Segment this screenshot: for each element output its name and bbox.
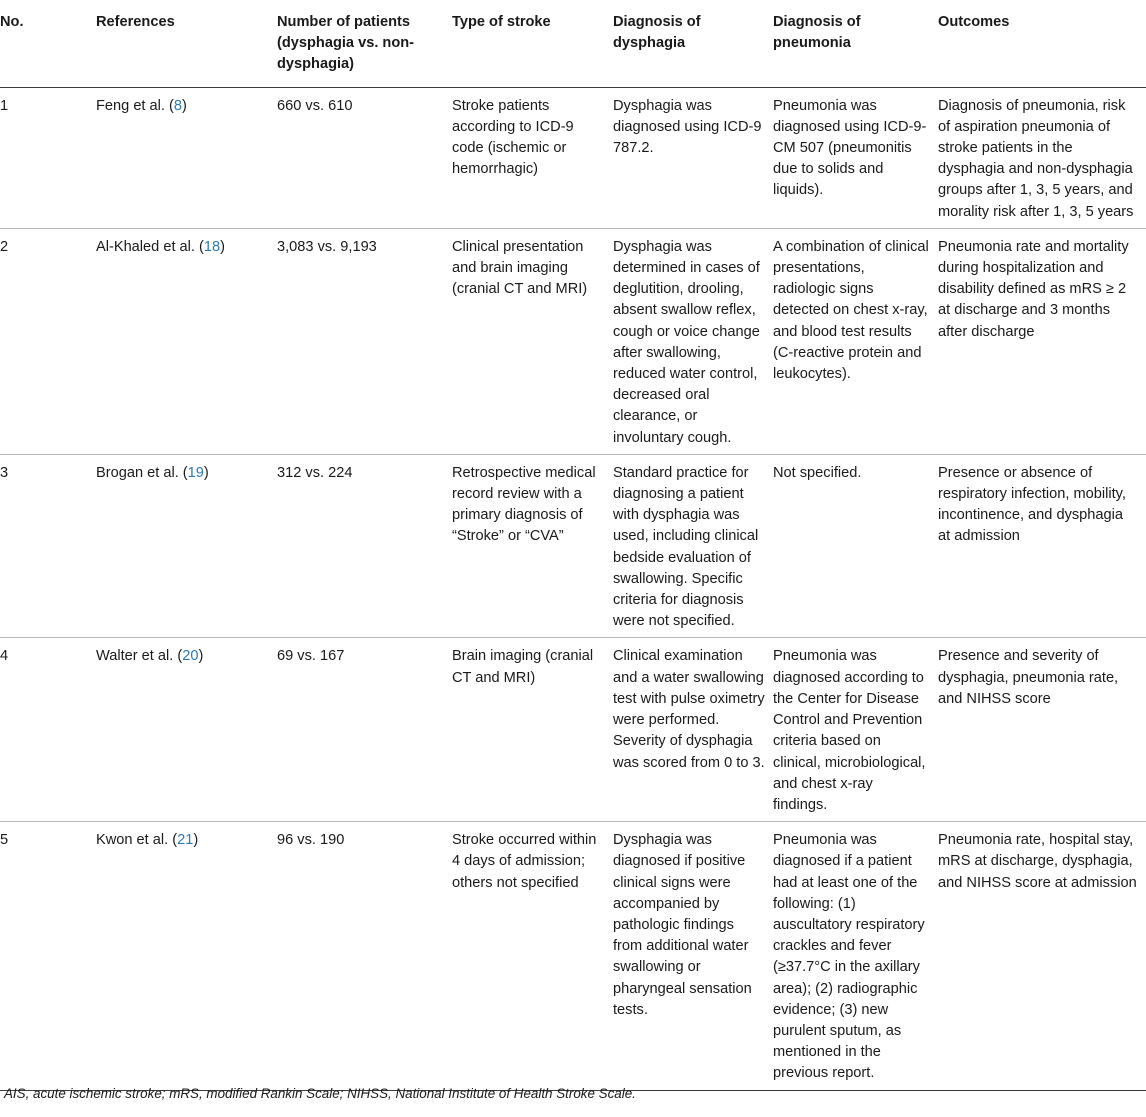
cell-reference: [96, 638, 277, 822]
cell-outcomes: Pneumonia rate and mortality during hospitalization and disability defined as mRS ≥ 2 at discharge and 3 months after discharge: [938, 228, 1146, 454]
cell-patients: 660 vs. 610: [277, 87, 452, 228]
table-row: [0, 228, 1146, 454]
cell-reference: [96, 822, 277, 1090]
cell-outcomes: Pneumonia rate, hospital stay, mRS at discharge, dysphagia, and NIHSS score at admission: [938, 822, 1146, 1090]
cell-stroke-type: Brain imaging (cranial CT and MRI): [452, 638, 613, 822]
cell-outcomes: Presence and severity of dysphagia, pneumonia rate, and NIHSS score: [938, 638, 1146, 822]
table-row: [0, 822, 1146, 1090]
cell-stroke-type: Stroke patients according to ICD-9 code (ischemic or hemorrhagic): [452, 87, 613, 228]
header-outcomes: Outcomes: [938, 0, 1146, 87]
cell-no: 2: [0, 228, 96, 454]
reference-link[interactable]: 20: [182, 648, 199, 665]
cell-pneumonia-diagnosis: A combination of clinical presentations, radiologic signs detected on chest x-ray, and blood test results (C-reactive protein and leukocytes).: [773, 228, 938, 454]
cell-no: 4: [0, 638, 96, 822]
cell-reference: [96, 228, 277, 454]
header-references: References: [96, 0, 277, 87]
cell-pneumonia-diagnosis: Not specified.: [773, 454, 938, 638]
table-row: [0, 87, 1146, 228]
cell-stroke-type: Clinical presentation and brain imaging (cranial CT and MRI): [452, 228, 613, 454]
header-diagnosis-of-pneumonia: Diagnosis of pneumonia: [773, 0, 938, 87]
reference-link[interactable]: 8: [173, 97, 182, 114]
cell-dysphagia-diagnosis: Standard practice for diagnosing a patient with dysphagia was used, including clinical bedside evaluation of swallowing. Specific criteria for diagnosis were not specified.: [613, 454, 773, 638]
cell-patients: 3,083 vs. 9,193: [277, 228, 452, 454]
cell-pneumonia-diagnosis: Pneumonia was diagnosed if a patient had at least one of the following: (1) auscultatory respiratory crackles and fever (≥37.7°C in the axillary area); (2) radiographic evidence; (3) new purulent sputum, as mentioned in the previous report.: [773, 822, 938, 1090]
table-row: [0, 454, 1146, 638]
cell-no: 5: [0, 822, 96, 1090]
reference-link[interactable]: 19: [187, 464, 204, 481]
reference-close: ): [220, 238, 225, 255]
cell-patients: 312 vs. 224: [277, 454, 452, 638]
cell-dysphagia-diagnosis: Clinical examination and a water swallowing test with pulse oximetry were performed. Severity of dysphagia was scored from 0 to 3.: [613, 638, 773, 822]
header-type-of-stroke: Type of stroke: [452, 0, 613, 87]
cell-reference: [96, 87, 277, 228]
reference-close: ): [198, 648, 204, 665]
cell-pneumonia-diagnosis: Pneumonia was diagnosed using ICD-9-CM 507 (pneumonitis due to solids and liquids).: [773, 87, 938, 228]
cell-no: 3: [0, 454, 96, 638]
reference-author: Feng et al. (: [96, 97, 174, 114]
table-header-row: [0, 0, 1146, 87]
header-number-of-patients: Number of patients (dysphagia vs. non-dysphagia): [277, 0, 452, 87]
reference-close: ): [193, 832, 199, 849]
cell-dysphagia-diagnosis: Dysphagia was diagnosed if positive clinical signs were accompanied by pathologic findings from additional water swallowing or pharyngeal sensation tests.: [613, 822, 773, 1090]
table-row: [0, 638, 1146, 822]
cell-outcomes: Presence or absence of respiratory infection, mobility, incontinence, and dysphagia at admission: [938, 454, 1146, 638]
cell-dysphagia-diagnosis: Dysphagia was determined in cases of deglutition, drooling, absent swallow reflex, cough or voice change after swallowing, reduced water control, decreased oral clearance, or involuntary cough.: [613, 228, 773, 454]
reference-link[interactable]: 18: [203, 238, 221, 255]
cell-patients: 69 vs. 167: [277, 638, 452, 822]
reference-close: ): [203, 464, 209, 481]
reference-author: Brogan et al. (: [96, 464, 188, 481]
cell-pneumonia-diagnosis: Pneumonia was diagnosed according to the Center for Disease Control and Prevention criteria based on clinical, microbiological, and chest x-ray findings.: [773, 638, 938, 822]
reference-link[interactable]: 21: [177, 832, 194, 849]
cell-stroke-type: Retrospective medical record review with a primary diagnosis of “Stroke” or “CVA”: [452, 454, 613, 638]
header-no: No.: [0, 0, 96, 87]
reference-close: ): [182, 97, 187, 114]
header-diagnosis-of-dysphagia: Diagnosis of dysphagia: [613, 0, 773, 87]
reference-author: Walter et al. (: [96, 648, 183, 665]
table-footnote: AIS, acute ischemic stroke; mRS, modified Rankin Scale; NIHSS, National Institute of Health Stroke Scale.: [4, 1086, 636, 1101]
reference-author: Kwon et al. (: [96, 832, 178, 849]
cell-stroke-type: Stroke occurred within 4 days of admission; others not specified: [452, 822, 613, 1090]
cell-dysphagia-diagnosis: Dysphagia was diagnosed using ICD-9 787.2.: [613, 87, 773, 228]
cell-no: 1: [0, 87, 96, 228]
reference-author: Al-Khaled et al. (: [96, 238, 204, 255]
cell-patients: 96 vs. 190: [277, 822, 452, 1090]
cell-reference: [96, 454, 277, 638]
cell-outcomes: Diagnosis of pneumonia, risk of aspiration pneumonia of stroke patients in the dysphagia and non-dysphagia groups after 1, 3, 5 years, and morality risk after 1, 3, 5 years: [938, 87, 1146, 228]
